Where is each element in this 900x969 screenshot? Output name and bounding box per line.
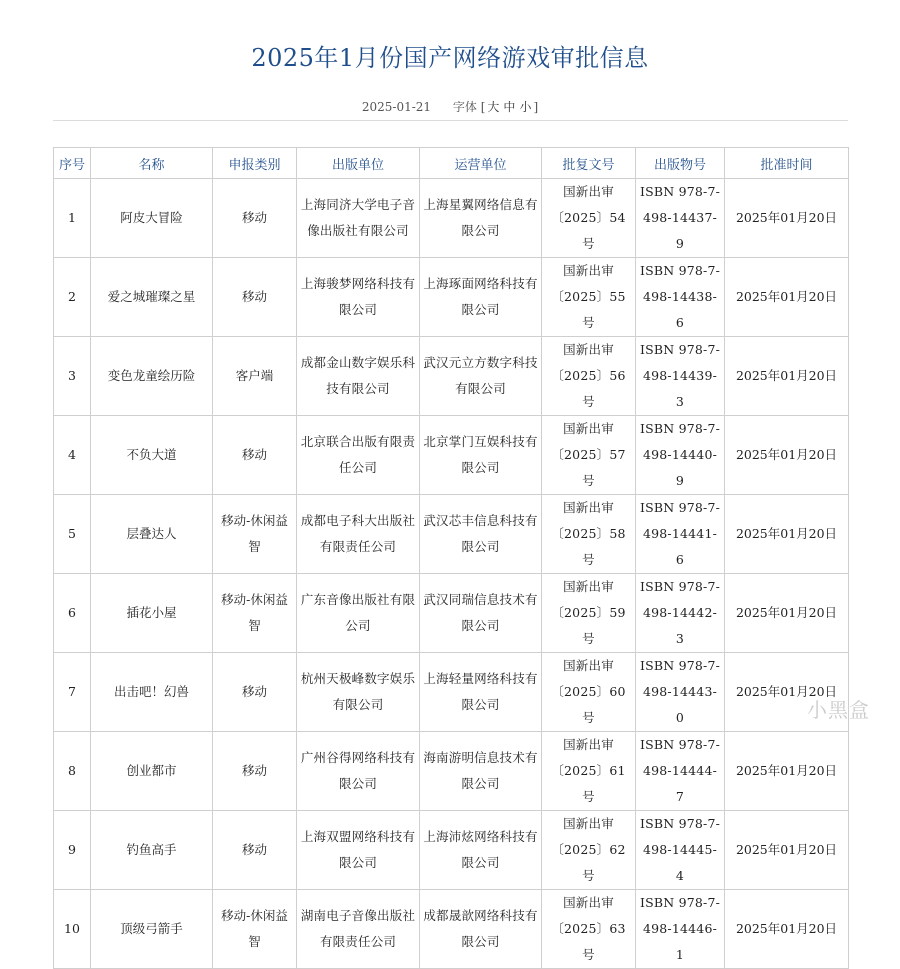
table-row [54,811,849,890]
table-row [54,890,849,969]
cell-isbn: ISBN 978-7-498-14446-1 [636,890,725,969]
cell-publisher: 上海双盟网络科技有限公司 [297,811,420,890]
cell-isbn: ISBN 978-7-498-14440-9 [636,416,725,495]
table-row [54,337,849,416]
font-size-label: 字体 [452,100,477,114]
title-divider [53,120,848,121]
font-size-small-link[interactable]: 小 [519,100,532,114]
cell-date: 2025年01月20日 [725,495,849,574]
cell-name: 阿皮大冒险 [91,179,213,258]
cell-type: 移动 [213,653,297,732]
cell-no: 9 [54,811,91,890]
table-row [54,258,849,337]
cell-name: 顶级弓箭手 [91,890,213,969]
cell-type: 移动 [213,416,297,495]
cell-type: 移动 [213,811,297,890]
cell-no: 3 [54,337,91,416]
table-row [54,574,849,653]
cell-isbn: ISBN 978-7-498-14439-3 [636,337,725,416]
cell-no: 4 [54,416,91,495]
cell-no: 8 [54,732,91,811]
cell-date: 2025年01月20日 [725,574,849,653]
header-isbn: 出版物号 [636,148,725,179]
cell-publisher: 上海同济大学电子音像出版社有限公司 [297,179,420,258]
cell-isbn: ISBN 978-7-498-14443-0 [636,653,725,732]
cell-publisher: 杭州天极峰数字娱乐有限公司 [297,653,420,732]
font-size-large-link[interactable]: 大 [487,100,500,114]
cell-type: 移动-休闲益智 [213,495,297,574]
cell-date: 2025年01月20日 [725,337,849,416]
cell-approval: 国新出审〔2025〕57号 [542,416,636,495]
cell-name: 创业都市 [91,732,213,811]
cell-date: 2025年01月20日 [725,179,849,258]
cell-no: 5 [54,495,91,574]
header-type: 申报类别 [213,148,297,179]
cell-isbn: ISBN 978-7-498-14445-4 [636,811,725,890]
cell-approval: 国新出审〔2025〕55号 [542,258,636,337]
cell-approval: 国新出审〔2025〕58号 [542,495,636,574]
cell-isbn: ISBN 978-7-498-14444-7 [636,732,725,811]
cell-publisher: 北京联合出版有限责任公司 [297,416,420,495]
cell-date: 2025年01月20日 [725,811,849,890]
cell-date: 2025年01月20日 [725,890,849,969]
cell-operator: 成都晟歆网络科技有限公司 [420,890,542,969]
cell-type: 移动 [213,732,297,811]
cell-name: 层叠达人 [91,495,213,574]
watermark-logo: 小黑盒 [807,698,870,722]
table-row [54,495,849,574]
cell-approval: 国新出审〔2025〕54号 [542,179,636,258]
cell-no: 6 [54,574,91,653]
cell-operator: 上海琢面网络科技有限公司 [420,258,542,337]
cell-no: 1 [54,179,91,258]
cell-operator: 北京掌门互娱科技有限公司 [420,416,542,495]
cell-operator: 武汉元立方数字科技有限公司 [420,337,542,416]
header-operator: 运营单位 [420,148,542,179]
table-row [54,653,849,732]
approval-table [53,147,849,969]
cell-no: 7 [54,653,91,732]
header-no: 序号 [54,148,91,179]
table-header-row [54,148,849,179]
table-row [54,179,849,258]
font-size-medium-link[interactable]: 中 [503,100,516,114]
cell-isbn: ISBN 978-7-498-14438-6 [636,258,725,337]
cell-date: 2025年01月20日 [725,732,849,811]
header-date: 批准时间 [725,148,849,179]
table-row [54,732,849,811]
cell-isbn: ISBN 978-7-498-14441-6 [636,495,725,574]
cell-approval: 国新出审〔2025〕56号 [542,337,636,416]
header-approval: 批复文号 [542,148,636,179]
cell-date: 2025年01月20日 [725,653,849,732]
table-row [54,416,849,495]
cell-isbn: ISBN 978-7-498-14437-9 [636,179,725,258]
cell-operator: 海南游明信息技术有限公司 [420,732,542,811]
cell-publisher: 广州谷得网络科技有限公司 [297,732,420,811]
cell-operator: 上海沛炫网络科技有限公司 [420,811,542,890]
cell-approval: 国新出审〔2025〕60号 [542,653,636,732]
cell-approval: 国新出审〔2025〕62号 [542,811,636,890]
cell-operator: 武汉同瑞信息技术有限公司 [420,574,542,653]
cell-name: 爱之城璀璨之星 [91,258,213,337]
cell-name: 出击吧！幻兽 [91,653,213,732]
cell-operator: 武汉芯丰信息科技有限公司 [420,495,542,574]
cell-publisher: 成都金山数字娱乐科技有限公司 [297,337,420,416]
font-size-bracket-close: ] [533,100,539,114]
publish-date: 2025-01-21 [361,100,432,114]
font-size-bracket-open: [ [480,100,486,114]
cell-approval: 国新出审〔2025〕63号 [542,890,636,969]
cell-name: 变色龙童绘历险 [91,337,213,416]
cell-no: 2 [54,258,91,337]
page-title: 2025年1月份国产网络游戏审批信息 [251,44,649,72]
cell-publisher: 广东音像出版社有限公司 [297,574,420,653]
cell-type: 移动-休闲益智 [213,574,297,653]
cell-name: 不负大道 [91,416,213,495]
cell-name: 钓鱼高手 [91,811,213,890]
cell-no: 10 [54,890,91,969]
cell-type: 移动 [213,258,297,337]
header-publisher: 出版单位 [297,148,420,179]
cell-type: 移动-休闲益智 [213,890,297,969]
cell-type: 移动 [213,179,297,258]
cell-approval: 国新出审〔2025〕61号 [542,732,636,811]
cell-publisher: 上海骏梦网络科技有限公司 [297,258,420,337]
cell-operator: 上海星翼网络信息有限公司 [420,179,542,258]
cell-publisher: 湖南电子音像出版社有限责任公司 [297,890,420,969]
article-meta [0,98,900,115]
cell-publisher: 成都电子科大出版社有限责任公司 [297,495,420,574]
cell-name: 插花小屋 [91,574,213,653]
cell-approval: 国新出审〔2025〕59号 [542,574,636,653]
header-name: 名称 [91,148,213,179]
cell-date: 2025年01月20日 [725,258,849,337]
cell-type: 客户端 [213,337,297,416]
cell-operator: 上海轻量网络科技有限公司 [420,653,542,732]
cell-date: 2025年01月20日 [725,416,849,495]
cell-isbn: ISBN 978-7-498-14442-3 [636,574,725,653]
